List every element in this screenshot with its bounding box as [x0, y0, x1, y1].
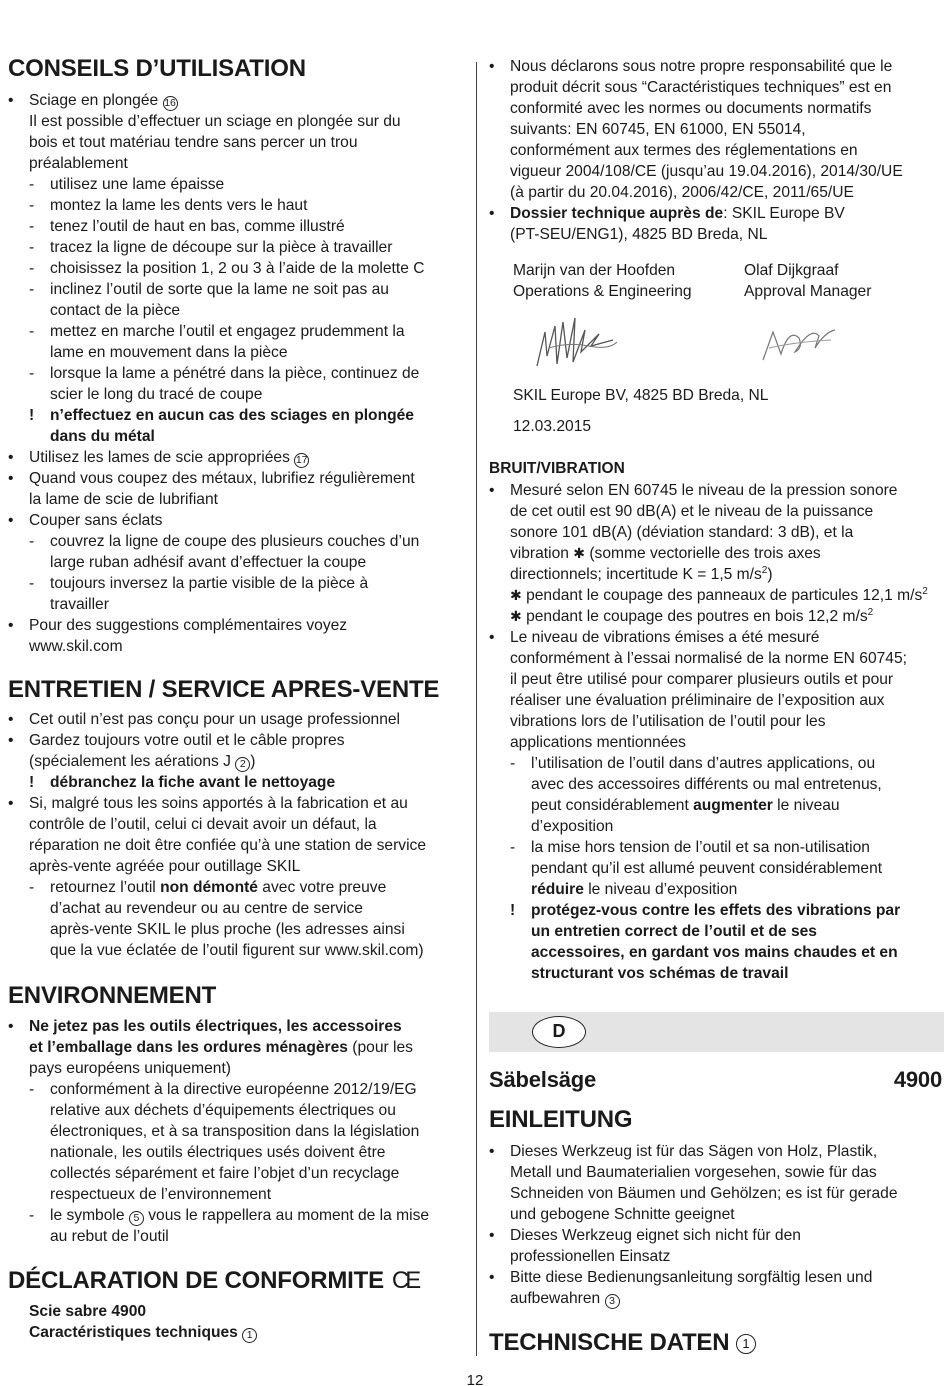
language-badge: D: [532, 1016, 586, 1048]
section-title-conseils: CONSEILS D’UTILISATION: [8, 55, 306, 82]
list-subitem: - utilisez une lame épaisse: [8, 174, 470, 195]
list-item: • Dieses Werkzeug eignet sich nicht für den professionellen Einsatz: [489, 1225, 944, 1267]
figure-ref: 1: [242, 1328, 257, 1343]
page-number: 12: [466, 1372, 484, 1386]
list-subitem: - choisissez la position 1, 2 ou 3 à l’aide de la molette C: [8, 258, 470, 279]
list-item: • Gardez toujours votre outil et le câble propres (spécialement les aérations J 2 ): [8, 730, 470, 772]
list-subitem: - l’utilisation de l’outil dans d’autres applications, ou avec des accessoires différents ou mal entretenus, peut considérablement augmenter le niveau d’exposition: [489, 753, 944, 837]
bruit-list: [489, 480, 944, 984]
entretien-list: [8, 709, 470, 961]
signatory-2: Olaf Dijkgraaf Approval Manager: [744, 262, 872, 300]
list-subitem: - toujours inversez la partie visible de la pièce à travailler: [8, 573, 470, 615]
website-link: www.skil.com: [29, 638, 123, 655]
asterisk-icon: ✱: [510, 587, 522, 603]
asterisk-icon: ✱: [573, 545, 586, 561]
company-address: SKIL Europe BV, 4825 BD Breda, NL: [513, 387, 769, 404]
list-subitem: - conformément à la directive européenne 2012/19/EG relative aux déchets d’équipements électriques ou électroniques, et à sa transposition dans la législation nationale, les outils électriques usés doivent être collectés séparément et faire l’objet d’un recyclage respectueux de l’environnement: [8, 1079, 470, 1205]
column-divider: [476, 62, 477, 1356]
declaration-text: [489, 56, 944, 245]
list-item: • Couper sans éclats: [8, 510, 470, 531]
asterisk-icon: ✱: [510, 608, 522, 624]
model-number: 4900: [893, 1067, 942, 1092]
list-item: • Mesuré selon EN 60745 le niveau de la pression sonore de cet outil est 90 dB(A) et le niveau de la puissance sonore 101 dB(A) (déviation standard: 3 dB), et la vibration ✱ (somme vectorielle des trois axes directionnels; incertitude K = 1,5 $m/s^2$) ✱ pendant le coupage des panneaux de particules 12,1 $m/s^2$ ✱ pendant le coupage des poutres en bois 12,2 $m/s^2$: [489, 480, 944, 627]
list-item: • Bitte diese Bedienungsanleitung sorgfältig lesen und aufbewahren 3: [489, 1267, 944, 1309]
list-item: • Ne jetez pas les outils électriques, les accessoires et l’emballage dans les ordures ménagères (pour les pays européens uniquement): [8, 1016, 470, 1079]
list-subitem: - tenez l’outil de haut en bas, comme illustré: [8, 216, 470, 237]
section-title-environnement: ENVIRONNEMENT: [8, 982, 217, 1009]
section-title-einleitung: EINLEITUNG: [489, 1106, 633, 1133]
figure-ref: 1: [736, 1334, 756, 1354]
conseils-list: [8, 90, 470, 657]
warning-item: ! débranchez la fiche avant le nettoyage: [8, 772, 470, 793]
section-title-declaration: DÉCLARATION DE CONFORMITE CE: [8, 1267, 418, 1294]
list-item: • Dieses Werkzeug ist für das Sägen von Holz, Plastik, Metall und Baumaterialien vorgesehen, sowie für das Schneiden von Bäumen und Gehölzen; es ist für gerade und gebogene Schnitte geeignet: [489, 1141, 944, 1225]
list-item: • Nous déclarons sous notre propre responsabilité que le produit décrit sous “Caractéristiques techniques” est en conformité avec les normes ou documents normatifs suivants: EN 60745, EN 61000, EN 55014, conformément aux termes des réglementations en vigueur 2004/108/CE (jusqu’au 19.04.2016), 2014/30/UE (à partir du 20.04.2016), 2006/42/CE, 2011/65/UE: [489, 56, 944, 203]
list-item: • Dossier technique auprès de: SKIL Europe BV (PT-SEU/ENG1), 4825 BD Breda, NL: [489, 203, 944, 245]
product-name: Säbelsäge: [489, 1067, 597, 1092]
section-title-bruit: BRUIT/VIBRATION: [489, 460, 625, 477]
list-subitem: - le symbole 5 vous le rappellera au moment de la mise au rebut de l’outil: [8, 1205, 470, 1247]
list-item: • Pour des suggestions complémentaires voyez www.skil.com: [8, 615, 470, 657]
list-subitem: - retournez l’outil non démonté avec votre preuve d’achat au revendeur ou au centre de service après-vente SKIL le plus proche (les adresses ainsi que la vue éclatée de l’outil figurent sur www.skil.com): [8, 877, 470, 961]
section-title-technische-daten: TECHNISCHE DATEN 1: [489, 1329, 756, 1357]
einleitung-list: [489, 1141, 944, 1309]
signature-date: 12.03.2015: [513, 418, 592, 435]
list-subitem: - la mise hors tension de l’outil et sa non-utilisation pendant qu’il est allumé peuvent considérablement réduire le niveau d’exposition: [489, 837, 944, 900]
signature-1: [529, 312, 619, 376]
list-subitem: - couvrez la ligne de coupe des plusieurs couches d’un large ruban adhésif avant d’effectuer la coupe: [8, 531, 470, 573]
warning-item: ! protégez-vous contre les effets des vibrations par un entretien correct de l’outil et de ses accessoires, en gardant vos mains chaudes et en structurant vos schémas de travail: [489, 900, 944, 984]
declaration-details: Scie sabre 4900 Caractéristiques techniques 1: [8, 1301, 470, 1343]
list-subitem: - mettez en marche l’outil et engagez prudemment la lame en mouvement dans la pièce: [8, 321, 470, 363]
list-item: • Utilisez les lames de scie appropriées 17: [8, 447, 470, 468]
list-item: • Si, malgré tous les soins apportés à la fabrication et au contrôle de l’outil, celui ci devait avoir un défaut, la réparation ne doit être confiée qu’à une station de service après-vente agréée pour outillage SKIL: [8, 793, 470, 877]
signature-2: [759, 318, 839, 368]
list-item: • Sciage en plongée 16 Il est possible d’effectuer un sciage en plongée sur du bois et tout matériau tendre sans percer un trou préalablement: [8, 90, 470, 174]
signatory-1: Marijn van der Hoofden Operations & Engineering: [513, 262, 692, 300]
figure-ref: 16: [164, 97, 176, 109]
figure-ref: 17: [295, 454, 308, 466]
list-item: • Quand vous coupez des métaux, lubrifiez régulièrement la lame de scie de lubrifiant: [8, 468, 470, 510]
figure-ref: 2: [235, 757, 250, 772]
list-subitem: - inclinez l’outil de sorte que la lame ne soit pas au contact de la pièce: [8, 279, 470, 321]
ce-mark: CE: [391, 1267, 418, 1294]
list-item: • Le niveau de vibrations émises a été mesuré conformément à l’essai normalisé de la norme EN 60745; il peut être utilisé pour comparer plusieurs outils et pour réaliser une évaluation préliminaire de l’exposition aux vibrations lors de l’utilisation de l’outil pour les applications mentionnées: [489, 627, 944, 753]
figure-ref: 5: [129, 1211, 144, 1226]
list-subitem: - lorsque la lame a pénétré dans la pièce, continuez de scier le long du tracé de coupe: [8, 363, 470, 405]
warning-item: ! n’effectuez en aucun cas des sciages en plongée dans du métal: [8, 405, 470, 447]
list-subitem: - tracez la ligne de découpe sur la pièce à travailler: [8, 237, 470, 258]
list-item: • Cet outil n’est pas conçu pour un usage professionnel: [8, 709, 470, 730]
figure-ref: 3: [605, 1294, 620, 1309]
section-title-entretien: ENTRETIEN / SERVICE APRES-VENTE: [8, 676, 440, 703]
list-subitem: - montez la lame les dents vers le haut: [8, 195, 470, 216]
environnement-list: [8, 1016, 470, 1247]
